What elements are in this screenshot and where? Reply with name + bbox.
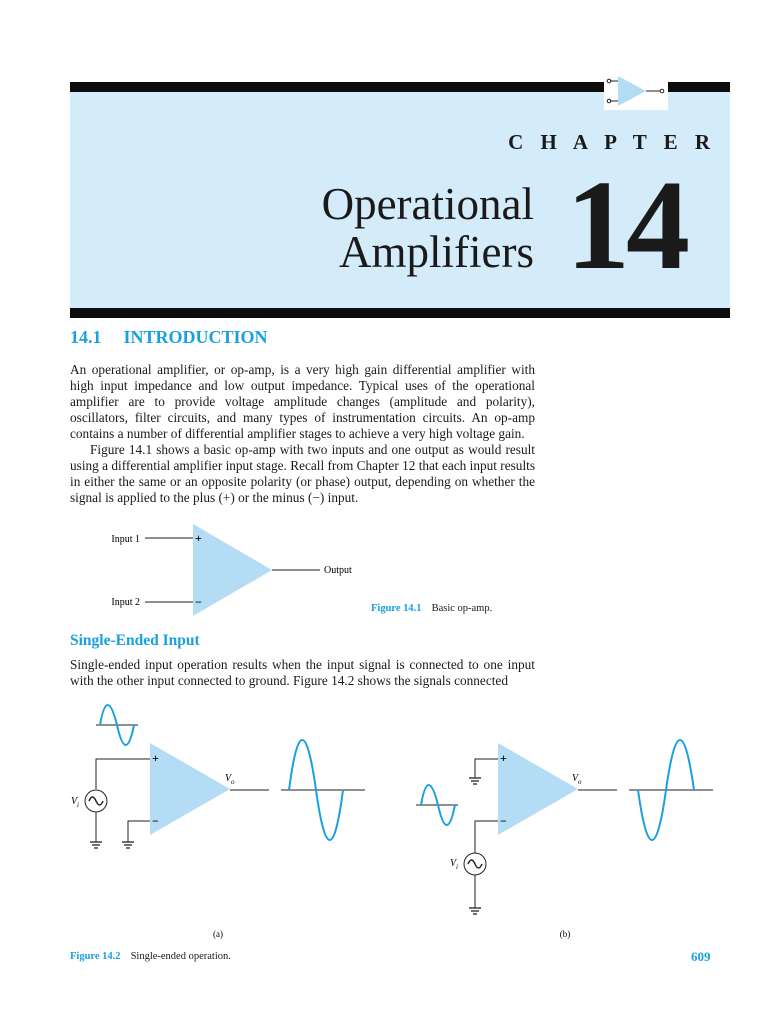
- section-title: INTRODUCTION: [123, 327, 268, 347]
- svg-text:i: i: [456, 863, 458, 871]
- paragraph-1: An operational amplifier, or op-amp, is a very high gain differential amplifier with high input impedance and low output impedance. Typical uses of the operational amplifier are to provide voltage amplitude changes (amplitude and polarity), oscillators, filter circuits, and many types of instrumentation circuits. An op-amp contains a number of differential amplifier stages to achieve a very high voltage gain.: [70, 362, 535, 441]
- figure-14-2a: [71, 705, 365, 939]
- svg-text:V: V: [450, 858, 457, 869]
- paragraph-2: Figure 14.1 shows a basic op-amp with two inputs and one output as would result using a differential amplifier input stage. Recall from Chapter 12 that each input results in either the same or an opposite polarity (or phase) output, depending on whether the signal is applied to the plus (+) or the minus (−) input.: [70, 442, 536, 505]
- svg-text:−: −: [152, 814, 159, 828]
- chapter-label: C H A P T E R: [508, 130, 716, 154]
- minus-sign: −: [195, 595, 202, 609]
- opamp-triangle-b: [498, 743, 578, 835]
- chapter-title: [322, 180, 534, 276]
- figure-14-2b: [416, 740, 713, 939]
- figure-14-2-text: Single-ended operation.: [130, 951, 231, 962]
- intro-text: [70, 362, 535, 506]
- chapter-title-line1: Operational: [321, 179, 534, 229]
- banner-bottom-rule: [70, 308, 730, 318]
- paragraph-3: Single-ended input operation results when the input signal is connected to one input with the other input connected to ground. Figure 14.2 shows the signals connected: [70, 657, 535, 688]
- svg-text:−: −: [500, 814, 507, 828]
- page-number: 609: [691, 949, 711, 964]
- input2-label: Input 2: [111, 597, 140, 608]
- figure-14-2-diagram: [60, 695, 730, 945]
- figure-14-1-diagram: [100, 520, 370, 620]
- svg-text:V: V: [71, 796, 78, 807]
- figure-14-2-caption: [70, 951, 231, 962]
- opamp-triangle-a: [150, 743, 230, 835]
- plus-sign: +: [195, 531, 202, 545]
- figure-14-2-label: Figure 14.2: [70, 951, 121, 962]
- label-a: (a): [213, 929, 223, 939]
- figure-14-1-text: Basic op-amp.: [431, 603, 493, 614]
- opamp-triangle: [193, 524, 272, 616]
- svg-text:V: V: [572, 773, 579, 784]
- svg-text:+: +: [152, 751, 159, 765]
- input1-label: Input 1: [111, 534, 140, 545]
- figure-14-1-label: Figure 14.1: [371, 603, 422, 614]
- svg-text:+: +: [500, 751, 507, 765]
- section-heading: [70, 327, 268, 348]
- svg-text:o: o: [231, 778, 235, 786]
- output-label: Output: [324, 565, 352, 576]
- svg-text:V: V: [225, 773, 232, 784]
- svg-text:i: i: [77, 801, 79, 809]
- label-b: (b): [559, 929, 571, 939]
- subsection-heading: Single-Ended Input: [70, 632, 200, 649]
- chapter-number: 14: [566, 154, 686, 296]
- chapter-title-line2: Amplifiers: [339, 227, 534, 277]
- section-number: 14.1: [70, 327, 102, 347]
- opamp-logo-icon: [604, 72, 668, 110]
- figure-14-1-caption: [371, 603, 492, 614]
- svg-text:o: o: [578, 778, 582, 786]
